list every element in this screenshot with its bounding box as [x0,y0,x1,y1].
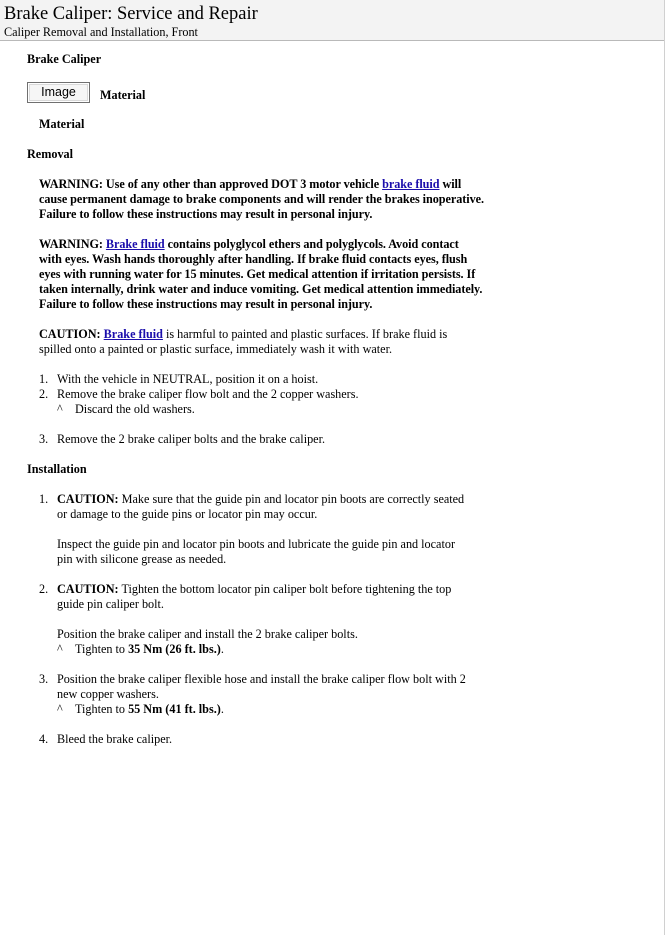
frame-border [664,40,665,935]
document-header [0,0,665,41]
removal-step-2-substep: Discard the old washers. [75,402,195,416]
warning-dot3: WARNING: Use of any other than approved DOT 3 motor vehicle brake fluid will cause permanent damage to brake components and will render the brakes inoperative. Failure to follow these instructions may result in personal injury. [39,177,485,221]
brake-fluid-link[interactable]: Brake fluid [105,237,165,251]
brake-fluid-link[interactable]: brake fluid [382,177,440,191]
material-label: Material [39,117,85,131]
caret-marker: ^ [57,402,63,416]
caret-marker: ^ [57,702,63,716]
brake-fluid-link[interactable]: Brake fluid [103,327,163,341]
caution-paint: CAUTION: Brake fluid is harmful to painted and plastic surfaces. If brake fluid is spilled onto a painted or plastic surface, immediately wash it with water. [39,327,448,356]
page-title: Brake Caliper: Service and Repair [4,4,258,24]
image-button[interactable]: Image [27,82,90,103]
page-subtitle: Caliper Removal and Installation, Front [4,25,198,39]
section-heading-installation: Installation [27,462,87,476]
section-heading-brake-caliper: Brake Caliper [27,52,102,66]
installation-step-3-torque: Tighten to 55 Nm (41 ft. lbs.). [75,702,224,716]
image-caption: Material [100,88,146,102]
warning-polyglycol: WARNING: Brake fluid contains polyglycol ethers and polyglycols. Avoid contact with eyes. Wash hands thoroughly after handling. If brake fluid contacts eyes, flush eyes with running water for 15 minutes. Get medical attention if irritation persists. If taken internally, drink water and induce vomiting. Get medical attention immediately. Failure to follow these instructions may result in personal injury. [39,237,483,311]
section-heading-removal: Removal [27,147,74,161]
installation-step-2-torque: Tighten to 35 Nm (26 ft. lbs.). [75,642,224,656]
caret-marker: ^ [57,642,63,656]
